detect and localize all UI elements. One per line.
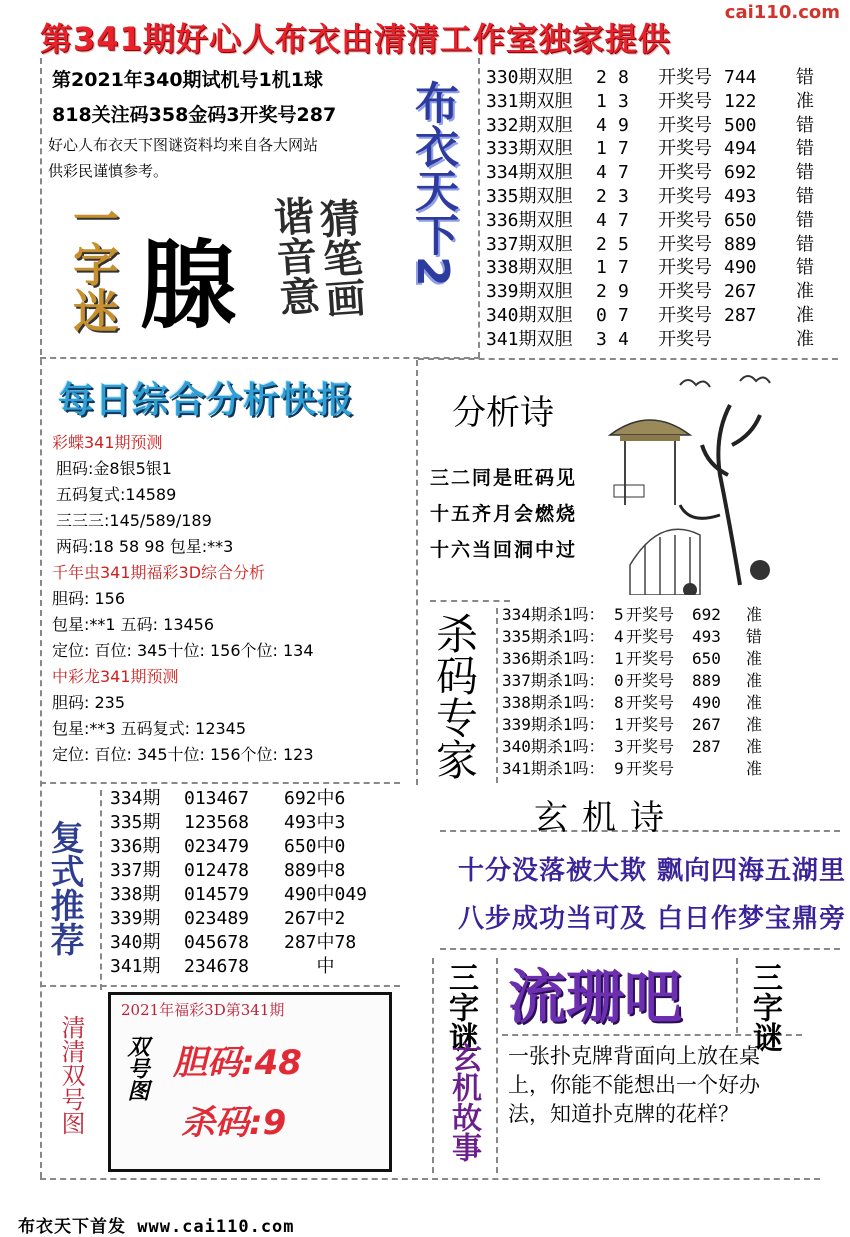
- combo-row: [110, 907, 400, 931]
- combo-period: 336期: [110, 836, 161, 857]
- divider: [496, 608, 498, 783]
- kill-period: 334期杀1吗：: [502, 605, 605, 624]
- history-prefix: 开奖号: [658, 328, 712, 350]
- prediction-heading: 中彩龙341期预测: [52, 667, 179, 686]
- history-row: [486, 209, 816, 233]
- kill-num: 889: [692, 671, 721, 690]
- combo-result: 中: [284, 956, 335, 977]
- prediction-line: 包星:**3 五码复式: 12345: [52, 719, 247, 738]
- combo-result: 889中8: [284, 860, 346, 881]
- history-d1: 2: [596, 281, 607, 303]
- divider: [416, 360, 418, 785]
- poem-lines: [430, 460, 577, 568]
- history-prefix: 开奖号: [658, 209, 712, 231]
- kill-period: 338期杀1吗：: [502, 693, 605, 712]
- combo-digits: 013467: [184, 788, 250, 809]
- riddle-clue: 谐音意: [266, 194, 321, 318]
- combo-digits: 045678: [184, 932, 250, 953]
- combo-digits: 023479: [184, 836, 250, 857]
- history-num: 493: [724, 185, 757, 207]
- kill-row: [502, 692, 832, 714]
- kill-row: [502, 714, 832, 736]
- history-d2: 7: [618, 209, 629, 231]
- daily-banner: 每日综合分析快报: [58, 380, 355, 421]
- history-result: 准: [796, 281, 814, 303]
- kill-result: 准: [746, 759, 763, 778]
- history-d2: 4: [618, 328, 629, 350]
- trial-number-line: 第2021年340期试机号1机1球: [52, 69, 323, 91]
- history-result: 准: [796, 328, 814, 350]
- hut-icon: [610, 420, 690, 505]
- combo-result: 692中6: [284, 788, 346, 809]
- history-period: 340期双胆: [486, 304, 573, 326]
- kill-row: [502, 736, 832, 758]
- combo-result: 287中78: [284, 932, 357, 953]
- focus-code-line: 818关注码358金码3开奖号287: [52, 104, 337, 126]
- dual-number-box: [108, 992, 392, 1172]
- history-d1: 1: [596, 90, 607, 112]
- history-d2: 9: [618, 114, 629, 136]
- history-num: 650: [724, 209, 757, 231]
- combo-row: [110, 787, 400, 811]
- history-period: 330期双胆: [486, 67, 573, 88]
- combo-digits: 023489: [184, 908, 250, 929]
- combo-digits: 012478: [184, 860, 250, 881]
- story-text: 一张扑克牌背面向上放在桌上，你能不能想出一个好办法，知道扑克牌的花样？: [508, 1044, 760, 1126]
- history-row: [486, 90, 816, 114]
- kill-num: 692: [692, 605, 721, 624]
- kill-prefix: 开奖号: [626, 605, 675, 624]
- divider: [40, 782, 400, 784]
- kill-kill: 0: [614, 671, 624, 690]
- history-result: 错: [796, 138, 814, 160]
- prediction-line: 三三三:145/589/189: [56, 511, 212, 530]
- combo-row: [110, 931, 400, 955]
- history-prefix: 开奖号: [658, 90, 712, 112]
- combo-table: [110, 787, 400, 979]
- history-d2: 3: [618, 90, 629, 112]
- history-d2: 7: [618, 162, 629, 184]
- combo-period: 335期: [110, 812, 161, 833]
- history-num: 500: [724, 114, 757, 136]
- history-result: 错: [796, 185, 814, 207]
- kill-prefix: 开奖号: [626, 649, 675, 668]
- prediction-line: 胆码: 156: [52, 589, 126, 608]
- riddle-character: 腺: [140, 229, 236, 342]
- history-row: [486, 304, 816, 328]
- dual-sub: 双号图: [124, 1035, 150, 1101]
- history-num: 744: [724, 67, 757, 88]
- history-period: 331期双胆: [486, 90, 573, 112]
- history-row: [486, 114, 816, 138]
- combo-title: 复式推荐: [44, 820, 84, 956]
- brand-title: 布衣天下2: [407, 80, 458, 287]
- left-border: [40, 58, 42, 1178]
- mystic-line: 十分没落被大欺 飘向四海五湖里: [458, 856, 847, 886]
- history-prefix: 开奖号: [658, 138, 712, 160]
- riddle-word: 流珊吧: [508, 963, 683, 1031]
- history-result: 错: [796, 209, 814, 231]
- predictions: [52, 430, 412, 768]
- prediction-line: 定位: 百位: 345十位: 156个位: 123: [52, 745, 314, 764]
- mystic-line: 八步成功当可及 白日作梦宝鼎旁: [458, 904, 847, 934]
- history-row: [486, 185, 816, 209]
- page-title: 第341期好心人布衣由清清工作室独家提供: [40, 20, 671, 58]
- history-result: 错: [796, 257, 814, 279]
- history-result: 错: [796, 233, 814, 255]
- combo-period: 340期: [110, 932, 161, 953]
- combo-digits: 014579: [184, 884, 250, 905]
- history-prefix: 开奖号: [658, 304, 712, 326]
- history-d1: 2: [596, 67, 607, 88]
- history-d1: 4: [596, 209, 607, 231]
- history-d1: 4: [596, 114, 607, 136]
- disclaimer-line: 好心人布衣天下图谜资料均来自各大网站: [48, 136, 319, 154]
- history-row: [486, 256, 816, 280]
- history-prefix: 开奖号: [658, 114, 712, 136]
- combo-period: 338期: [110, 884, 161, 905]
- kill-result: 准: [746, 715, 763, 734]
- kill-period: 341期杀1吗：: [502, 759, 605, 778]
- sha-code: 杀码:9: [181, 1103, 287, 1143]
- combo-row: [110, 811, 400, 835]
- combo-digits: 123568: [184, 812, 250, 833]
- prediction-heading: 千年虫341期福彩3D综合分析: [52, 563, 266, 582]
- kill-row: [502, 648, 832, 670]
- kill-kill: 3: [614, 737, 624, 756]
- dan-code: 胆码:48: [173, 1043, 302, 1083]
- prediction-line: 包星:**1 五码: 13456: [52, 615, 215, 634]
- history-num: 692: [724, 162, 757, 184]
- kill-kill: 5: [614, 605, 624, 624]
- history-prefix: 开奖号: [658, 257, 712, 279]
- history-period: 339期双胆: [486, 281, 573, 303]
- poem-line: 三二同是旺码见: [430, 467, 578, 489]
- history-prefix: 开奖号: [658, 67, 712, 88]
- story-title: 玄机故事: [446, 1042, 481, 1162]
- combo-row: [110, 955, 400, 979]
- history-num: 490: [724, 257, 757, 279]
- history-d2: 3: [618, 185, 629, 207]
- history-d2: 7: [618, 257, 629, 279]
- kill-prefix: 开奖号: [626, 627, 675, 646]
- history-period: 341期双胆: [486, 328, 573, 350]
- history-d1: 2: [596, 185, 607, 207]
- history-d2: 7: [618, 138, 629, 160]
- dual-title: 清清双号图: [57, 1015, 85, 1135]
- kill-num: 267: [692, 715, 721, 734]
- kill-row: [502, 670, 832, 692]
- kill-prefix: 开奖号: [626, 737, 675, 756]
- kill-result: 错: [746, 627, 763, 646]
- kill-period: 337期杀1吗：: [502, 671, 605, 690]
- history-num: 889: [724, 233, 757, 255]
- history-d2: 7: [618, 304, 629, 326]
- history-d1: 0: [596, 304, 607, 326]
- riddle-clue: 猜笔画: [312, 196, 367, 320]
- kill-num: 490: [692, 693, 721, 712]
- kill-result: 准: [746, 671, 763, 690]
- history-num: 287: [724, 304, 757, 326]
- history-period: 334期双胆: [486, 162, 573, 184]
- combo-result: 650中0: [284, 836, 346, 857]
- prediction-line: 胆码: 235: [52, 693, 126, 712]
- illustration: [600, 365, 830, 595]
- history-d1: 1: [596, 138, 607, 160]
- combo-period: 339期: [110, 908, 161, 929]
- history-period: 335期双胆: [486, 185, 573, 207]
- history-row: [486, 66, 816, 90]
- kill-result: 准: [746, 649, 763, 668]
- kill-kill: 1: [614, 649, 624, 668]
- history-row: [486, 233, 816, 257]
- kill-row: [502, 604, 832, 626]
- history-result: 错: [796, 114, 814, 136]
- history-d2: 9: [618, 281, 629, 303]
- poem-line: 十六当回洞中过: [430, 539, 578, 561]
- kill-kill: 9: [614, 759, 624, 778]
- history-num: 122: [724, 90, 757, 112]
- prediction-line: 两码:18 58 98 包星:**3: [56, 537, 234, 556]
- history-result: 准: [796, 90, 814, 112]
- kill-period: 335期杀1吗：: [502, 627, 605, 646]
- kill-num: 650: [692, 649, 721, 668]
- tree-icon: [680, 405, 760, 585]
- history-period: 338期双胆: [486, 257, 573, 279]
- riddle-label: 三字谜: [443, 962, 478, 1052]
- top-info: [48, 62, 337, 184]
- divider: [430, 600, 510, 602]
- kill-row: [502, 626, 832, 648]
- history-prefix: 开奖号: [658, 185, 712, 207]
- site-logo[interactable]: cai110.com: [724, 2, 840, 23]
- combo-result: 493中3: [284, 812, 346, 833]
- combo-period: 341期: [110, 956, 161, 977]
- history-row: [486, 137, 816, 161]
- mystic-title: 玄机诗: [534, 798, 678, 838]
- kill-kill: 1: [614, 715, 624, 734]
- combo-result: 267中2: [284, 908, 346, 929]
- history-prefix: 开奖号: [658, 233, 712, 255]
- kill-num: 287: [692, 737, 721, 756]
- disclaimer-line: 供彩民谨慎参考。: [48, 162, 169, 180]
- cloud-icon: [680, 376, 770, 387]
- dual-box-title: 2021年福彩3D第341期: [121, 1001, 285, 1019]
- kill-row: [502, 758, 832, 780]
- history-table: [486, 66, 816, 352]
- divider: [100, 790, 102, 990]
- history-d1: 2: [596, 233, 607, 255]
- riddle-label: 一字迷: [66, 195, 120, 333]
- riddle-label: 三字谜: [747, 962, 782, 1052]
- divider: [432, 958, 434, 1173]
- kill-period: 336期杀1吗：: [502, 649, 605, 668]
- stone-icon: [683, 583, 697, 595]
- divider: [496, 958, 498, 1173]
- history-d1: 3: [596, 328, 607, 350]
- stone-icon: [750, 560, 770, 580]
- bottom-border: [40, 1178, 820, 1180]
- history-result: 准: [796, 304, 814, 326]
- kill-prefix: 开奖号: [626, 671, 675, 690]
- history-row: [486, 280, 816, 304]
- combo-period: 334期: [110, 788, 161, 809]
- kill-prefix: 开奖号: [626, 759, 675, 778]
- footer[interactable]: 布衣天下首发 www.cai110.com: [18, 1217, 295, 1237]
- combo-period: 337期: [110, 860, 161, 881]
- combo-row: [110, 859, 400, 883]
- combo-row: [110, 883, 400, 907]
- kill-result: 准: [746, 737, 763, 756]
- prediction-heading: 彩蝶341期预测: [52, 433, 163, 452]
- history-row: [486, 328, 816, 352]
- kill-title: 杀码专家: [430, 612, 479, 780]
- history-d1: 1: [596, 257, 607, 279]
- history-num: 494: [724, 138, 757, 160]
- kill-period: 339期杀1吗：: [502, 715, 605, 734]
- kill-table: [502, 604, 832, 780]
- history-result: 错: [796, 162, 814, 184]
- history-period: 332期双胆: [486, 114, 573, 136]
- history-d2: 5: [618, 233, 629, 255]
- divider: [478, 58, 480, 358]
- poem-line: 十五齐月会燃烧: [430, 503, 578, 525]
- combo-digits: 234678: [184, 956, 250, 977]
- kill-period: 340期杀1吗：: [502, 737, 605, 756]
- history-prefix: 开奖号: [658, 281, 712, 303]
- kill-result: 准: [746, 693, 763, 712]
- kill-prefix: 开奖号: [626, 715, 675, 734]
- combo-result: 490中049: [284, 884, 368, 905]
- divider: [40, 985, 400, 987]
- history-d2: 8: [618, 67, 629, 88]
- history-d1: 4: [596, 162, 607, 184]
- prediction-line: 定位: 百位: 345十位: 156个位: 134: [52, 641, 314, 660]
- kill-kill: 4: [614, 627, 624, 646]
- history-result: 错: [796, 67, 814, 88]
- prediction-line: 胆码:金8银5银1: [56, 459, 172, 478]
- kill-kill: 8: [614, 693, 624, 712]
- history-period: 333期双胆: [486, 138, 573, 160]
- kill-result: 准: [746, 605, 763, 624]
- prediction-line: 五码复式:14589: [56, 485, 177, 504]
- history-period: 337期双胆: [486, 233, 573, 255]
- divider: [418, 358, 838, 360]
- history-period: 336期双胆: [486, 209, 573, 231]
- divider: [736, 958, 738, 1033]
- combo-row: [110, 835, 400, 859]
- kill-num: 493: [692, 627, 721, 646]
- history-num: 267: [724, 281, 757, 303]
- poem-title: 分析诗: [452, 393, 554, 433]
- kill-prefix: 开奖号: [626, 693, 675, 712]
- history-row: [486, 161, 816, 185]
- history-prefix: 开奖号: [658, 162, 712, 184]
